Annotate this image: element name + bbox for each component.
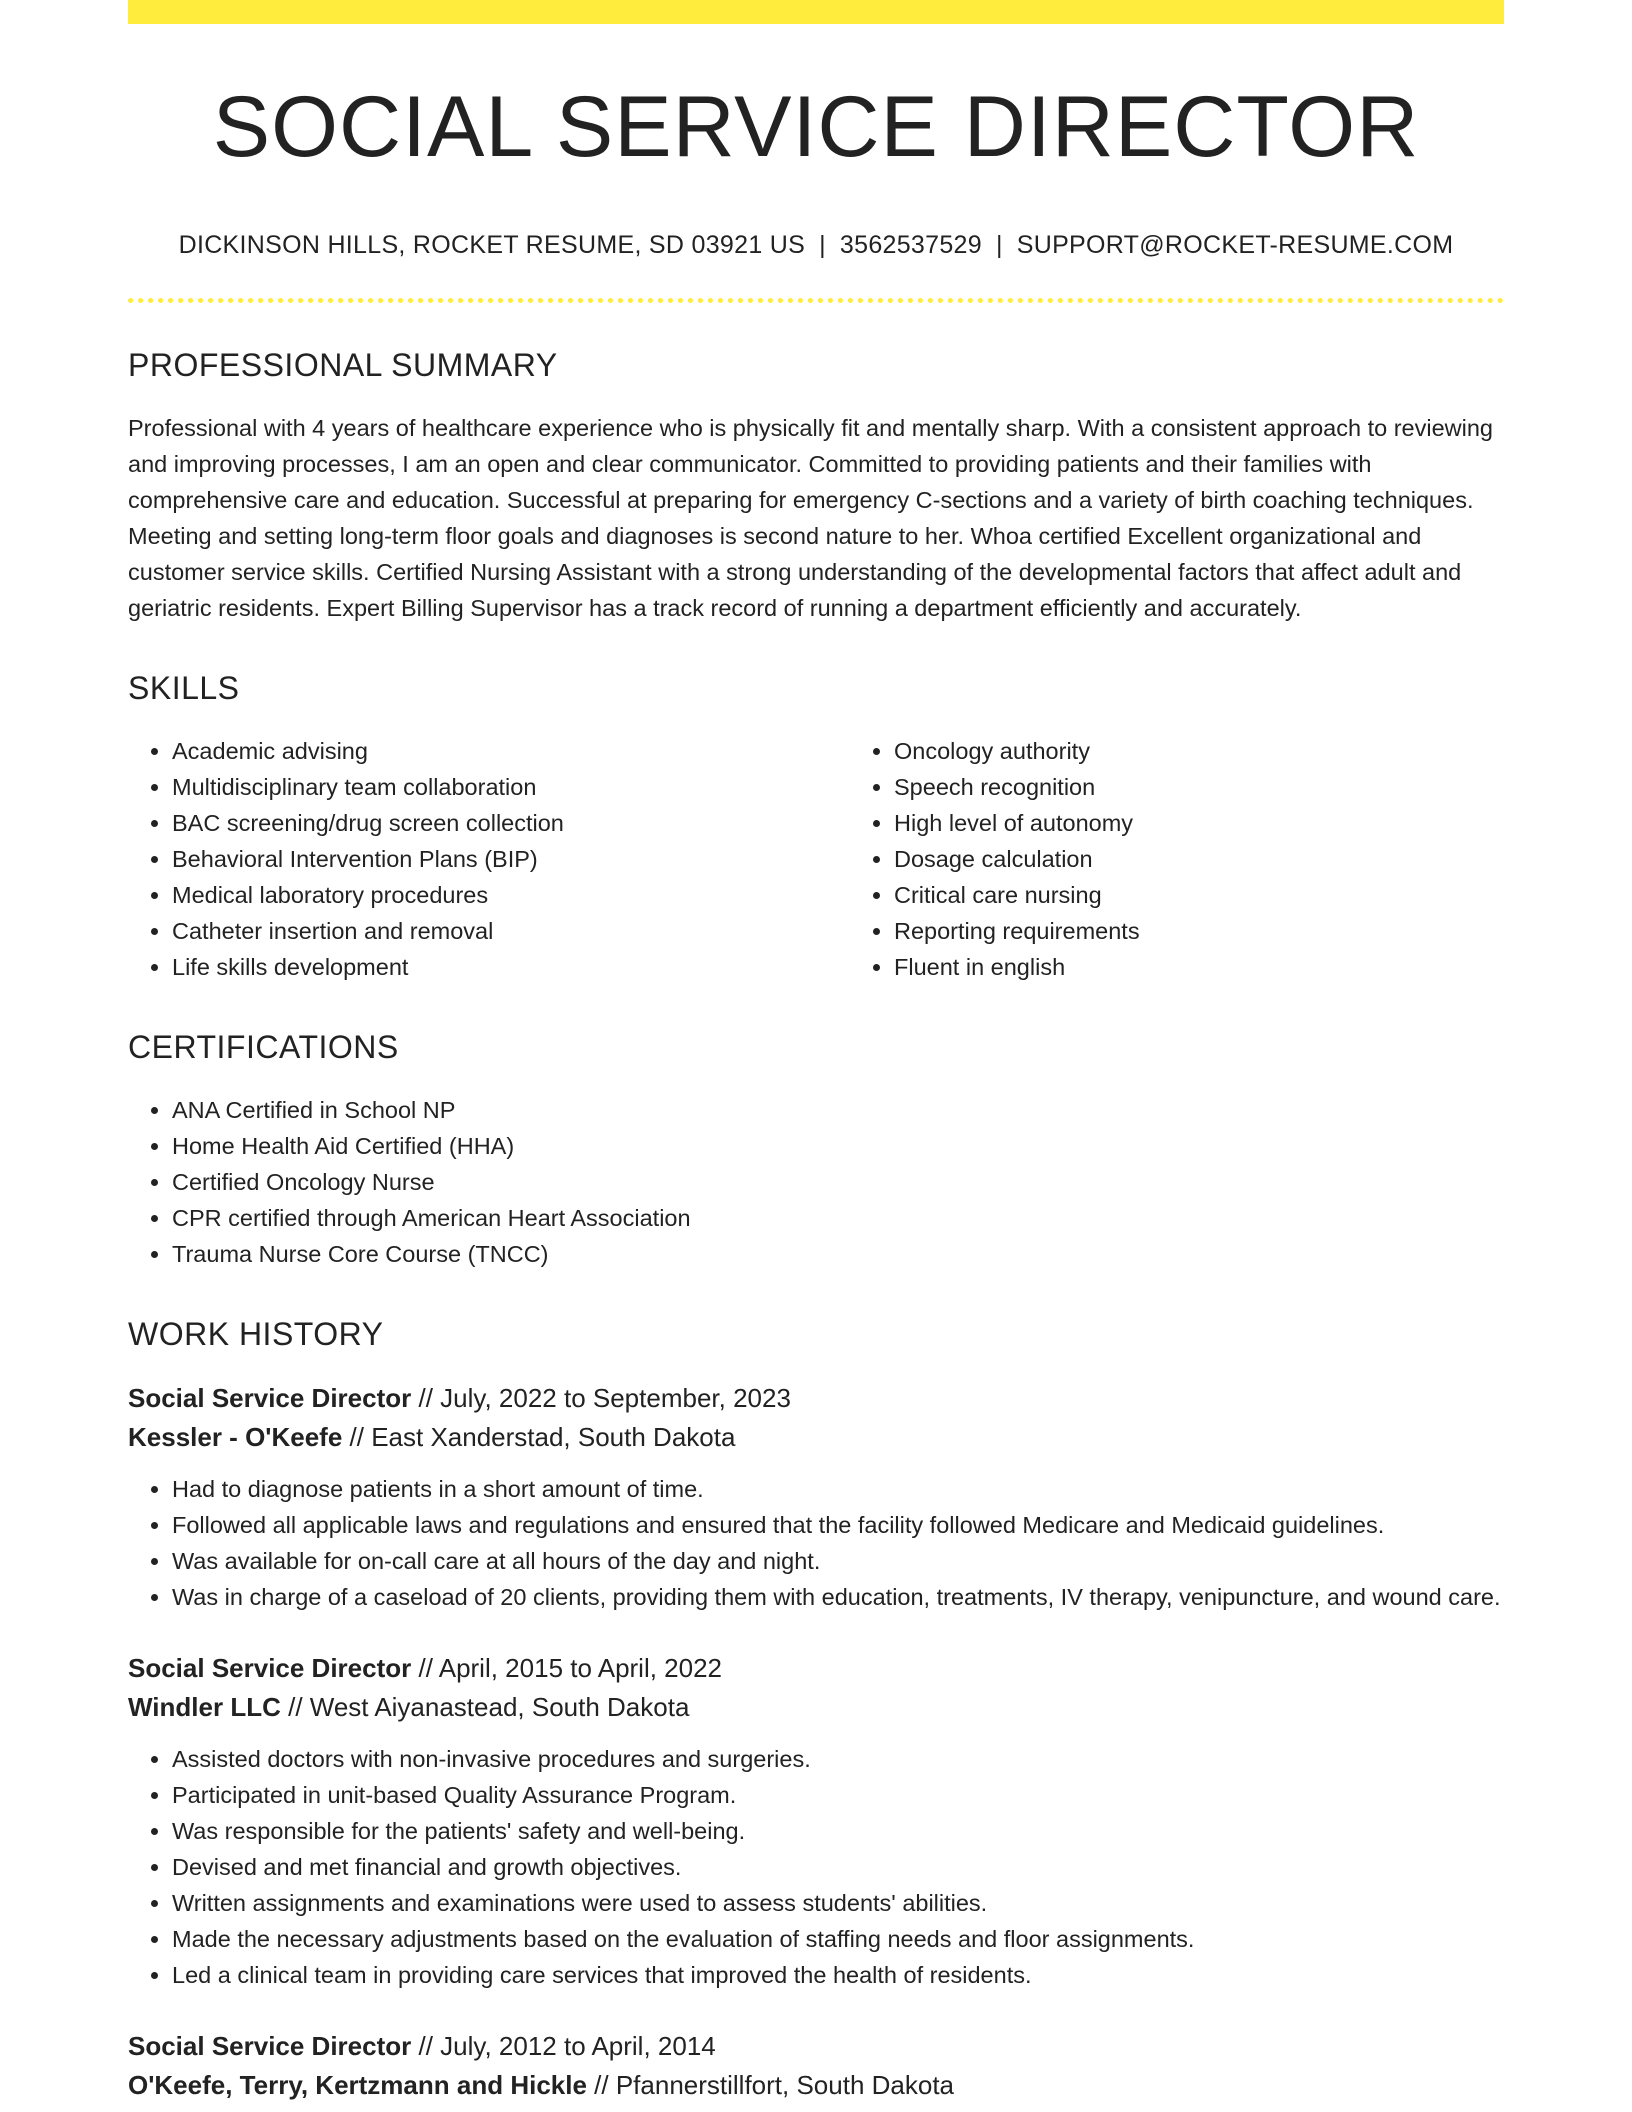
- contact-email: SUPPORT@ROCKET-RESUME.COM: [1016, 230, 1454, 259]
- job-role-line: [128, 2027, 1504, 2066]
- job-bullet: • Assisted doctors with non-invasive procedures and surgeries.: [172, 1741, 1504, 1777]
- job-bullets: [128, 1741, 1504, 1993]
- job-bullet: • Had to diagnose patients in a short amount of time.: [172, 1471, 1504, 1507]
- certification-item: • Trauma Nurse Core Course (TNCC): [172, 1236, 1504, 1272]
- job-bullet: • Written assignments and examinations were used to assess students' abilities.: [172, 1885, 1504, 1921]
- job-location: // Pfannerstillfort, South Dakota: [586, 2069, 955, 2100]
- skill-item: • Reporting requirements: [894, 913, 1592, 949]
- skills-list-left: [128, 733, 850, 985]
- summary-text: Professional with 4 years of healthcare experience who is physically fit and mentally sharp. With a consistent approach to reviewing and improving processes, I am an open and clear communicator. Committed to providing patients and their families with comprehensive care and education. Successful at preparing for emergency C-sections and a variety of birth coaching techniques. Meeting and setting long-term floor goals and diagnoses is second nature to her. Whoa certified Excellent organizational and customer service skills. Certified Nursing Assistant with a strong understanding of the developmental factors that affect adult and geriatric residents. Expert Billing Supervisor has a track record of running a department efficiently and accurately.: [128, 414, 1493, 621]
- job-bullet: • Followed all applicable laws and regulations and ensured that the facility followed Medicare and Medicaid guidelines.: [172, 1507, 1504, 1543]
- accent-top-bar: [128, 0, 1504, 24]
- certification-item: • CPR certified through American Heart Association: [172, 1200, 1504, 1236]
- job-bullet: • Led a clinical team in providing care services that improved the health of residents.: [172, 1957, 1504, 1993]
- skill-item: • BAC screening/drug screen collection: [172, 805, 850, 841]
- skill-item: • Speech recognition: [894, 769, 1592, 805]
- job-location: // West Aiyanastead, South Dakota: [280, 1691, 690, 1722]
- job-company-line: [128, 1688, 1504, 1727]
- skill-item: • Academic advising: [172, 733, 850, 769]
- job-role-line: [128, 1379, 1504, 1418]
- job-entry: [128, 2027, 1504, 2105]
- job-company: O'Keefe, Terry, Kertzmann and Hickle: [128, 2069, 587, 2100]
- job-role: Social Service Director: [128, 1382, 412, 1413]
- certification-item: • ANA Certified in School NP: [172, 1092, 1504, 1128]
- job-company: Windler LLC: [128, 1691, 281, 1722]
- contact-separator: |: [995, 230, 1003, 259]
- contact-address: DICKINSON HILLS, ROCKET RESUME, SD 03921 US: [178, 230, 806, 259]
- certifications-heading: CERTIFICATIONS: [128, 1028, 399, 1065]
- skill-item: • High level of autonomy: [894, 805, 1592, 841]
- skill-item: • Life skills development: [172, 949, 850, 985]
- resume-page: [128, 0, 1504, 2105]
- certifications-list: [128, 1092, 1504, 1272]
- job-bullet: • Devised and met financial and growth objectives.: [172, 1849, 1504, 1885]
- work-history-section: [128, 1316, 1504, 2105]
- job-location: // East Xanderstad, South Dakota: [342, 1421, 736, 1452]
- job-bullets: [128, 1471, 1504, 1615]
- work-history-heading: WORK HISTORY: [128, 1315, 384, 1352]
- job-entry: [128, 1379, 1504, 1615]
- contact-phone: 3562537529: [839, 230, 982, 259]
- job-bullet: • Was in charge of a caseload of 20 clients, providing them with education, treatments, IV therapy, venipuncture, and wound care.: [172, 1579, 1504, 1615]
- job-role: Social Service Director: [128, 1652, 412, 1683]
- job-role-line: [128, 1649, 1504, 1688]
- skills-section: [128, 670, 1504, 985]
- certification-item: • Home Health Aid Certified (HHA): [172, 1128, 1504, 1164]
- job-bullet: • Was responsible for the patients' safety and well-being.: [172, 1813, 1504, 1849]
- contact-separator: |: [819, 230, 826, 259]
- certification-item: • Certified Oncology Nurse: [172, 1164, 1504, 1200]
- skill-item: • Behavioral Intervention Plans (BIP): [172, 841, 850, 877]
- summary-heading: PROFESSIONAL SUMMARY: [128, 346, 558, 383]
- job-bullet: • Participated in unit-based Quality Assurance Program.: [172, 1777, 1504, 1813]
- skill-item: • Critical care nursing: [894, 877, 1592, 913]
- job-bullet: • Made the necessary adjustments based on the evaluation of staffing needs and floor assignments.: [172, 1921, 1504, 1957]
- certifications-section: [128, 1029, 1504, 1272]
- skills-heading: SKILLS: [128, 669, 240, 706]
- job-company-line: [128, 2066, 1504, 2105]
- job-entry: [128, 1649, 1504, 1993]
- job-dates: // July, 2012 to April, 2014: [411, 2030, 716, 2061]
- skills-columns: [128, 707, 1504, 985]
- job-dates: // April, 2015 to April, 2022: [411, 1652, 723, 1683]
- job-role: Social Service Director: [128, 2030, 412, 2061]
- job-dates: // July, 2022 to September, 2023: [411, 1382, 791, 1413]
- skill-item: • Oncology authority: [894, 733, 1592, 769]
- resume-title: SOCIAL SERVICE DIRECTOR: [212, 79, 1420, 175]
- summary-section: [128, 347, 1504, 626]
- contact-line: [128, 231, 1504, 260]
- skill-item: • Dosage calculation: [894, 841, 1592, 877]
- skill-item: • Fluent in english: [894, 949, 1592, 985]
- skill-item: • Medical laboratory procedures: [172, 877, 850, 913]
- job-bullet: • Was available for on-call care at all hours of the day and night.: [172, 1543, 1504, 1579]
- skills-list-right: [850, 733, 1592, 985]
- job-company-line: [128, 1418, 1504, 1457]
- skill-item: • Multidisciplinary team collaboration: [172, 769, 850, 805]
- dotted-divider: [128, 298, 1504, 303]
- skill-item: • Catheter insertion and removal: [172, 913, 850, 949]
- job-company: Kessler - O'Keefe: [128, 1421, 343, 1452]
